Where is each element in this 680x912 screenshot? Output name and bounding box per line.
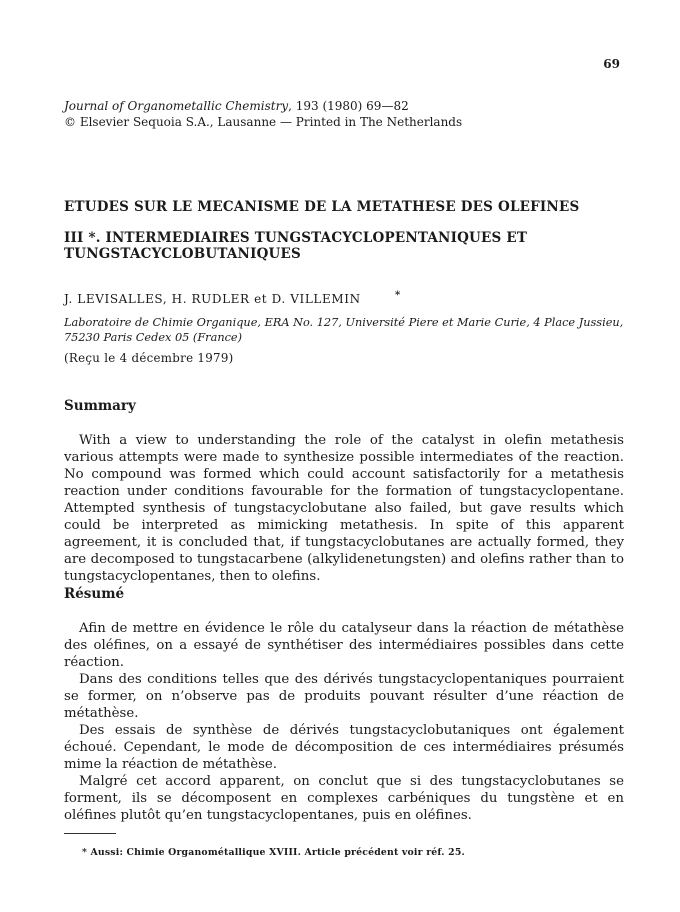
author-footnote-mark: *: [395, 290, 401, 301]
journal-citation: [64, 98, 409, 114]
resume-paragraph-2: Dans des conditions telles que des dérivés tungstacyclopentaniques pourraient se former, on n’observe pas de produits pouvant résulter d’une réaction de métathèse.: [64, 672, 624, 721]
resume-paragraph-3: Des essais de synthèse de dérivés tungstacyclobutaniques ont également échoué. Cependant, le mode de décomposition de ces intermédiaires présumés mime la réaction de métathèse.: [64, 723, 624, 772]
page-number: 69: [603, 57, 620, 71]
summary-paragraph: With a view to understanding the role of the catalyst in olefin metathesis various attempts were made to synthesize possible intermediates of the reaction. No compound was formed which could account satisfactorily for a metathesis reaction under conditions favourable for the formation of tungstacyclopentane. Attempted synthesis of tungstacyclobutane also failed, but gave results which could be interpreted as mimicking metathesis. In spite of this apparent agreement, it is concluded that, if tungstacyclobutanes are actually formed, they are decomposed to tungstacarbene (alkylidenetungsten) and olefins rather than to tungstacyclopentanes, then to olefins.: [64, 433, 624, 584]
title-line-3: TUNGSTACYCLOBUTANIQUES: [64, 246, 301, 262]
summary-heading: Summary: [64, 398, 136, 414]
summary-body: [64, 432, 624, 585]
copyright-line: © Elsevier Sequoia S.A., Lausanne — Printed in The Netherlands: [64, 115, 463, 129]
resume-paragraph-4: Malgré cet accord apparent, on conclut que si des tungstacyclobutanes se forment, ils se décomposent en complexes carbéniques du tungstène et en oléfines plutôt qu’en tungstacyclopentanes, puis en oléfines.: [64, 774, 624, 823]
journal-details: , 193 (1980) 69—82: [288, 99, 409, 113]
received-date: (Reçu le 4 décembre 1979): [64, 351, 234, 365]
resume-body: [64, 620, 624, 824]
title-line-2: III *. INTERMEDIAIRES TUNGSTACYCLOPENTANIQUES ET: [64, 230, 528, 246]
footnote-divider: [64, 833, 116, 834]
affiliation: Laboratoire de Chimie Organique, ERA No. 127, Université Piere et Marie Curie, 4 Place Jussieu, 75230 Paris Cedex 05 (France): [64, 316, 624, 344]
resume-heading: Résumé: [64, 586, 125, 602]
authors: J. LEVISALLES, H. RUDLER et D. VILLEMIN: [64, 292, 361, 306]
journal-name: Journal of Organometallic Chemistry: [64, 99, 289, 113]
resume-paragraph-1: Afin de mettre en évidence le rôle du catalyseur dans la réaction de métathèse des oléfines, on a essayé de synthétiser des intermédiaires possibles dans cette réaction.: [64, 621, 624, 670]
footnote: * Aussi: Chimie Organométallique XVIII. Article précédent voir réf. 25.: [82, 847, 465, 858]
title-line-1: ETUDES SUR LE MECANISME DE LA METATHESE DES OLEFINES: [64, 199, 580, 215]
